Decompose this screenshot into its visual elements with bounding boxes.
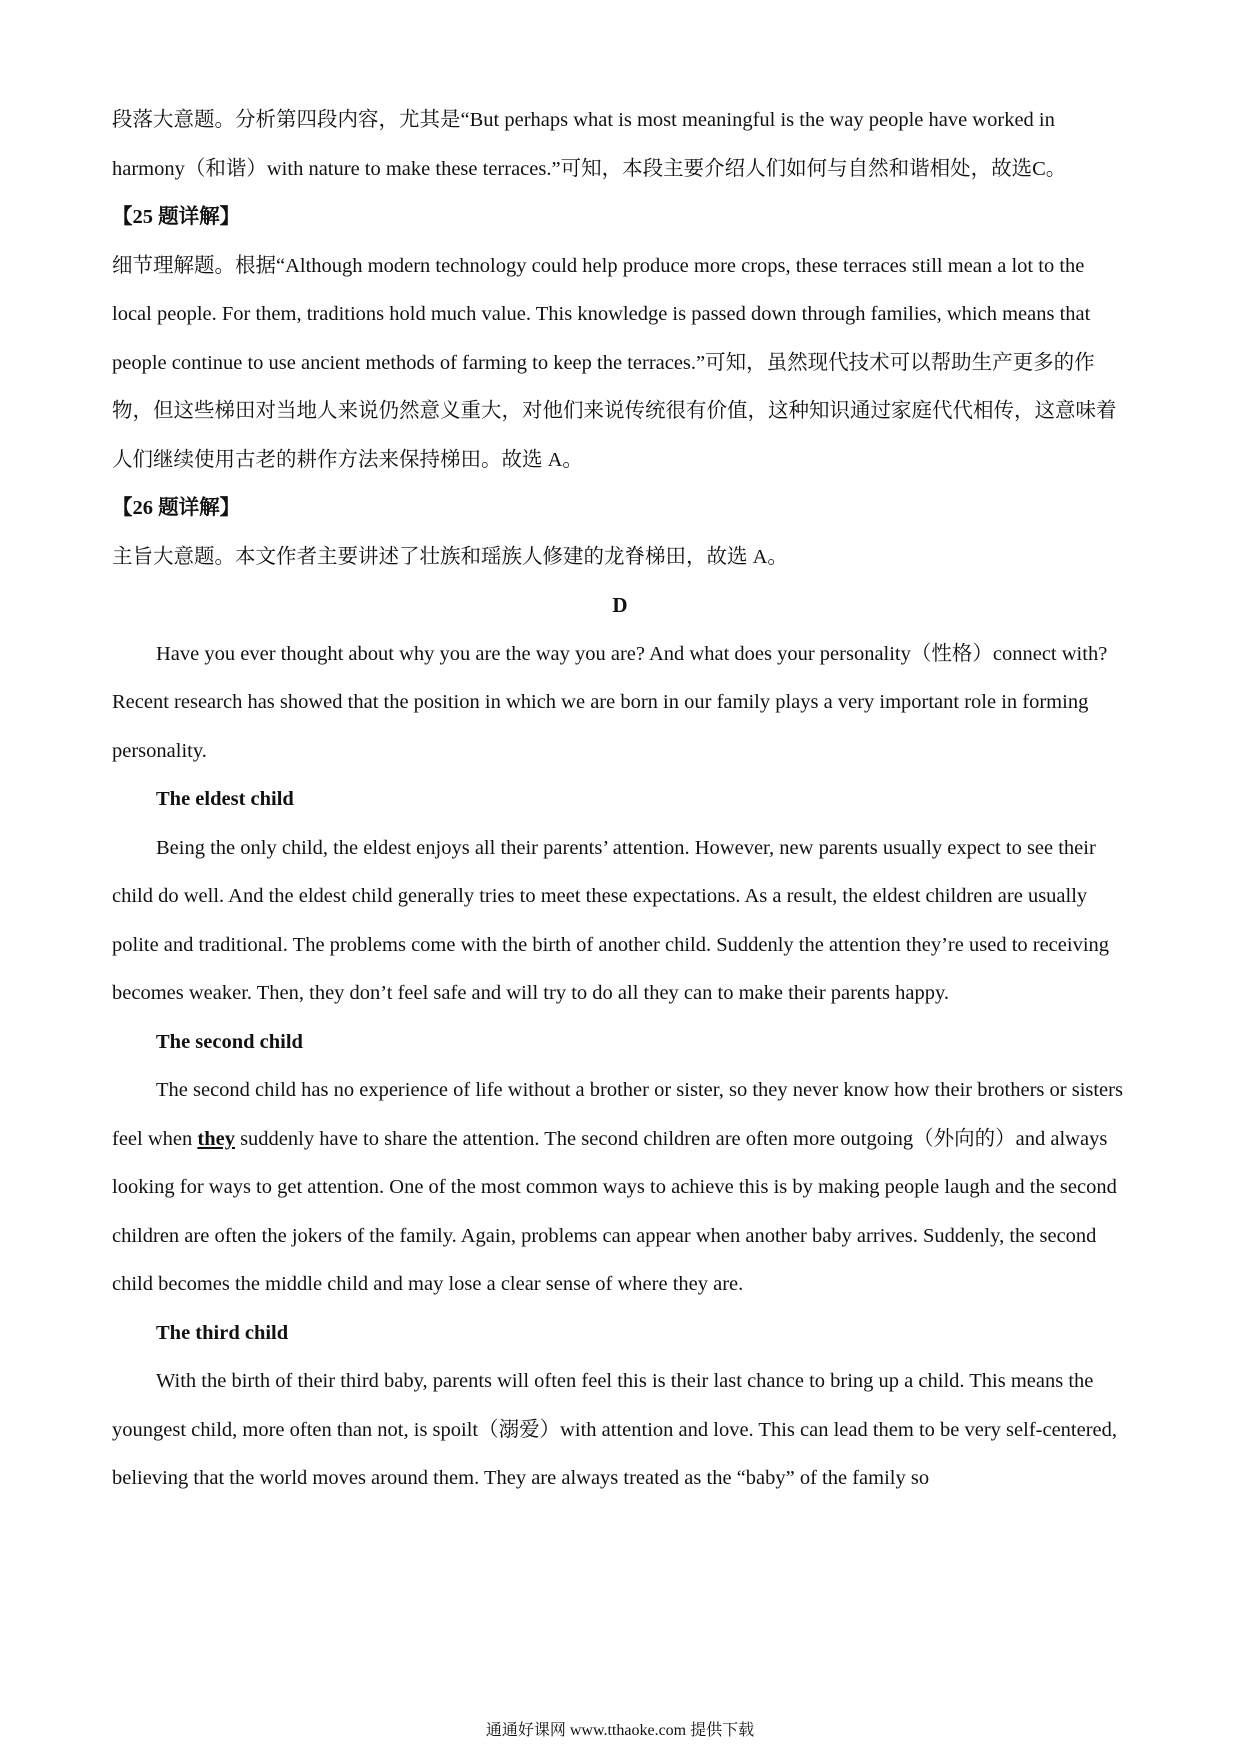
third-child-heading: The third child [156,1321,289,1344]
document-body [112,96,1128,1503]
second-child-paragraph [112,1066,1128,1309]
eldest-child-heading: The eldest child [156,788,294,810]
paragraph-q26-explanation: 主旨大意题。本文作者主要讲述了壮族和瑶族人修建的龙脊梯田，故选 A。 [112,545,788,568]
third-child-paragraph: With the birth of their third baby, parents will often feel this is their last chance to bring up a child. This means the youngest child, more often than not, is spoilt（溺爱）with attention and love. This can lead them to be very self-centered, believing that the world moves around them. They are always treated as the “baby” of the family so [112,1370,1118,1489]
second-child-text-part-2: suddenly have to share the attention. The second children are often more outgoing（外向的）and always looking for ways to get attention. One of the most common ways to achieve this is by making people laugh and the second children are often the jokers of the family. Again, problems can appear when another baby arrives. Suddenly, the second child becomes the middle child and may lose a clear sense of where they are. [112,1127,1117,1295]
underlined-word-they: they [197,1127,235,1150]
q25-heading: 【25 题详解】 [112,206,241,228]
paragraph-q25-explanation: 细节理解题。根据“Although modern technology could help produce more crops, these terraces still mean a lot to the local people. For them, traditions hold much value. This knowledge is passed down through families, which means that people continue to use ancient methods of farming to keep the terraces.”可知，虽然现代技术可以帮助生产更多的作物，但这些梯田对当地人来说仍然意义重大，对他们来说传统很有价值，这种知识通过家庭代代相传，这意味着人们继续使用古老的耕作方法来保持梯田。故选 A。 [112,254,1117,471]
paragraph-q24-explanation: 段落大意题。分析第四段内容，尤其是“But perhaps what is most meaningful is the way people have worked in harmony（和谐）with nature to make these terraces.”可知，本段主要介绍人们如何与自然和谐相处，故选C。 [112,109,1067,180]
passage-section-title: D [612,593,628,617]
eldest-child-paragraph: Being the only child, the eldest enjoys all their parents’ attention. However, new parents usually expect to see their child do well. And the eldest child generally tries to meet these expectations. As a result, the eldest children are usually polite and traditional. The problems come with the birth of another child. Suddenly the attention they’re used to receiving becomes weaker. Then, they don’t feel safe and will try to do all they can to make their parents happy. [112,836,1110,1004]
second-child-text-part-1: The second child has no experience of life without a brother or sister, so they never know how their brothers or sisters feel when [112,1079,1123,1150]
q26-heading: 【26 题详解】 [112,497,241,519]
page-footer: 通通好课网 www.tthaoke.com 提供下载 [485,1722,755,1739]
passage-intro: Have you ever thought about why you are the way you are? And what does your personality（性格）connect with? Recent research has showed that the position in which we are born in our family plays a very important role in forming personality. [112,642,1108,762]
second-child-heading: The second child [156,1030,303,1053]
